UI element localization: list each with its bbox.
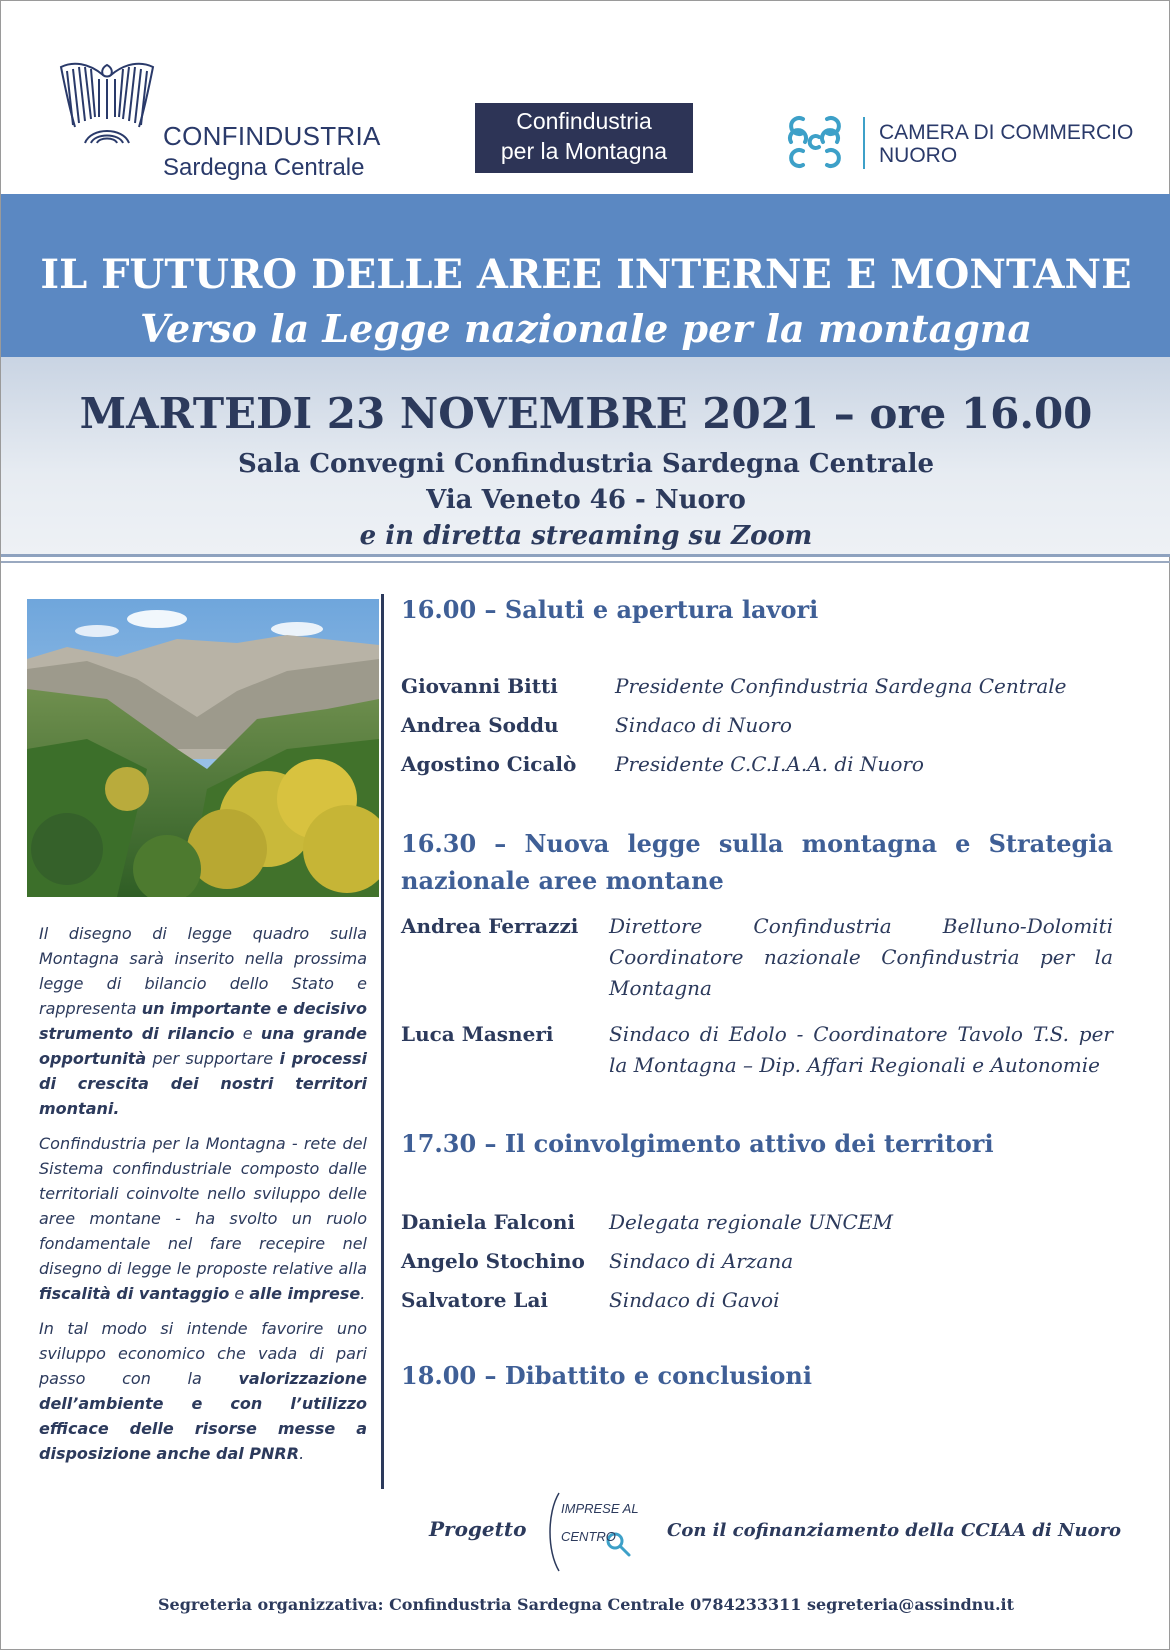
speaker-name: Andrea Soddu [401, 713, 559, 737]
speaker-role: Direttore Confindustria Belluno-Dolomiti Coordinatore nazionale Confindustria per la Montagna [609, 914, 1113, 1000]
event-title: IL FUTURO DELLE AREE INTERNE E MONTANE [40, 251, 1132, 298]
speaker-role: Sindaco di Gavoi [609, 1288, 780, 1312]
text-emphasis: valorizzazione dell’ambiente e con l’utilizzo efficace delle risorse messe a disposizione anche dal PNRR [39, 1369, 367, 1463]
intro-paragraph-2 [39, 1131, 367, 1306]
speaker-role: Presidente C.C.I.A.A. di Nuoro [615, 752, 924, 776]
text-emphasis: un importante e decisivo strumento di rilancio [39, 999, 367, 1043]
intro-paragraph-1 [39, 921, 367, 1121]
divider [1, 561, 1170, 563]
montagna-line2: per la Montagna [500, 138, 668, 164]
imprese-al-centro-logo [545, 1489, 655, 1575]
program-slot-3: 17.30 – Il coinvolgimento attivo dei territori [401, 1129, 994, 1158]
speaker-role: Delegata regionale UNCEM [609, 1210, 893, 1234]
camera-commercio-icon [781, 109, 847, 175]
mountain-photo [27, 599, 379, 897]
speaker-role: Sindaco di Nuoro [615, 713, 792, 737]
segreteria-contact: Segreteria organizzativa: Confindustria Sardegna Centrale 0784233311 segreteria@assindnu.it [158, 1595, 1014, 1614]
speaker-role: Sindaco di Arzana [609, 1249, 794, 1273]
text-emphasis: i processi di crescita dei nostri territori montani. [39, 1049, 367, 1118]
text-run: e [229, 1284, 250, 1303]
eagle-icon [59, 57, 155, 153]
speaker-row [401, 710, 1113, 741]
speaker-row [401, 671, 1113, 702]
speaker-name: Giovanni Bitti [401, 674, 558, 698]
event-address: Via Veneto 46 - Nuoro [426, 485, 746, 515]
logo-separator [863, 117, 865, 169]
intro-paragraph-3 [39, 1316, 367, 1466]
program-slot-4: 18.00 – Dibattito e conclusioni [401, 1361, 812, 1390]
speaker-name: Angelo Stochino [401, 1249, 585, 1273]
imprese-line2: CENTRO [561, 1529, 616, 1544]
speaker-row [401, 749, 1113, 780]
text-emphasis: una grande opportunità [39, 1024, 368, 1068]
progetto-label: Progetto [429, 1517, 527, 1541]
confindustria-montagna-logo [475, 103, 693, 173]
event-streaming: e in diretta streaming su Zoom [359, 521, 813, 551]
camera-commercio-text [879, 121, 1133, 167]
text-emphasis: alle imprese [249, 1284, 361, 1303]
montagna-line1: Confindustria [516, 108, 652, 134]
text-run: . [360, 1284, 366, 1303]
program-slot-2: 16.30 – Nuova legge sulla montagna e Strategia nazionale aree montane [401, 829, 1113, 895]
event-venue-block [1, 446, 1170, 554]
speaker-row [401, 1246, 1113, 1277]
program-slot-1: 16.00 – Saluti e apertura lavori [401, 595, 819, 624]
confindustria-title: CONFINDUSTRIA [163, 121, 381, 151]
event-subtitle: Verso la Legge nazionale per la montagna [139, 306, 1033, 351]
text-run: e [234, 1024, 261, 1043]
camera-commercio-logo [781, 109, 1141, 179]
confindustria-logo [59, 57, 419, 187]
divider [1, 554, 1170, 557]
text-run: per supportare [146, 1049, 280, 1068]
speaker-name: Luca Masneri [401, 1022, 554, 1046]
speaker-row [401, 1019, 1113, 1081]
speaker-name: Salvatore Lai [401, 1288, 549, 1312]
speaker-row [401, 1285, 1113, 1316]
camera-line2: NUORO [879, 144, 958, 167]
speaker-role: Sindaco di Edolo - Coordinatore Tavolo T.S. per la Montagna – Dip. Affari Regionali e Autonomie [609, 1022, 1113, 1077]
intro-text [39, 921, 367, 1476]
speaker-name: Agostino Cicalò [401, 752, 577, 776]
event-venue: Sala Convegni Confindustria Sardegna Centrale [237, 449, 935, 479]
camera-line1: CAMERA DI COMMERCIO [879, 121, 1134, 144]
text-run: In tal modo si intende favorire uno sviluppo economico che vada di pari passo con la [39, 1319, 367, 1388]
text-run: . [299, 1444, 305, 1463]
imprese-line1: IMPRESE AL [561, 1501, 639, 1516]
speaker-row [401, 911, 1113, 1005]
text-emphasis: fiscalità di vantaggio [39, 1284, 230, 1303]
text-run: Il disegno di legge quadro sulla Montagna sarà inserito nella prossima legge di bilancio dello Stato e rappresenta [39, 924, 367, 1018]
speaker-row [401, 1207, 1113, 1238]
confindustria-subtitle: Sardegna Centrale [163, 154, 365, 181]
speaker-role: Presidente Confindustria Sardegna Centrale [615, 674, 1067, 698]
speaker-name: Andrea Ferrazzi [401, 914, 579, 938]
column-divider [381, 594, 384, 1489]
text-run: Confindustria per la Montagna - rete del Sistema confindustriale composto dalle territoriali coinvolte nello sviluppo delle aree montane - ha svolto un ruolo fondamentale nel fare recepire nel disegno di legge le proposte relative alla [39, 1134, 367, 1278]
speaker-name: Daniela Falconi [401, 1210, 576, 1234]
event-date: MARTEDI 23 NOVEMBRE 2021 – ore 16.00 [79, 389, 1093, 438]
cofinanziamento-text: Con il cofinanziamento della CCIAA di Nuoro [667, 1520, 1122, 1541]
